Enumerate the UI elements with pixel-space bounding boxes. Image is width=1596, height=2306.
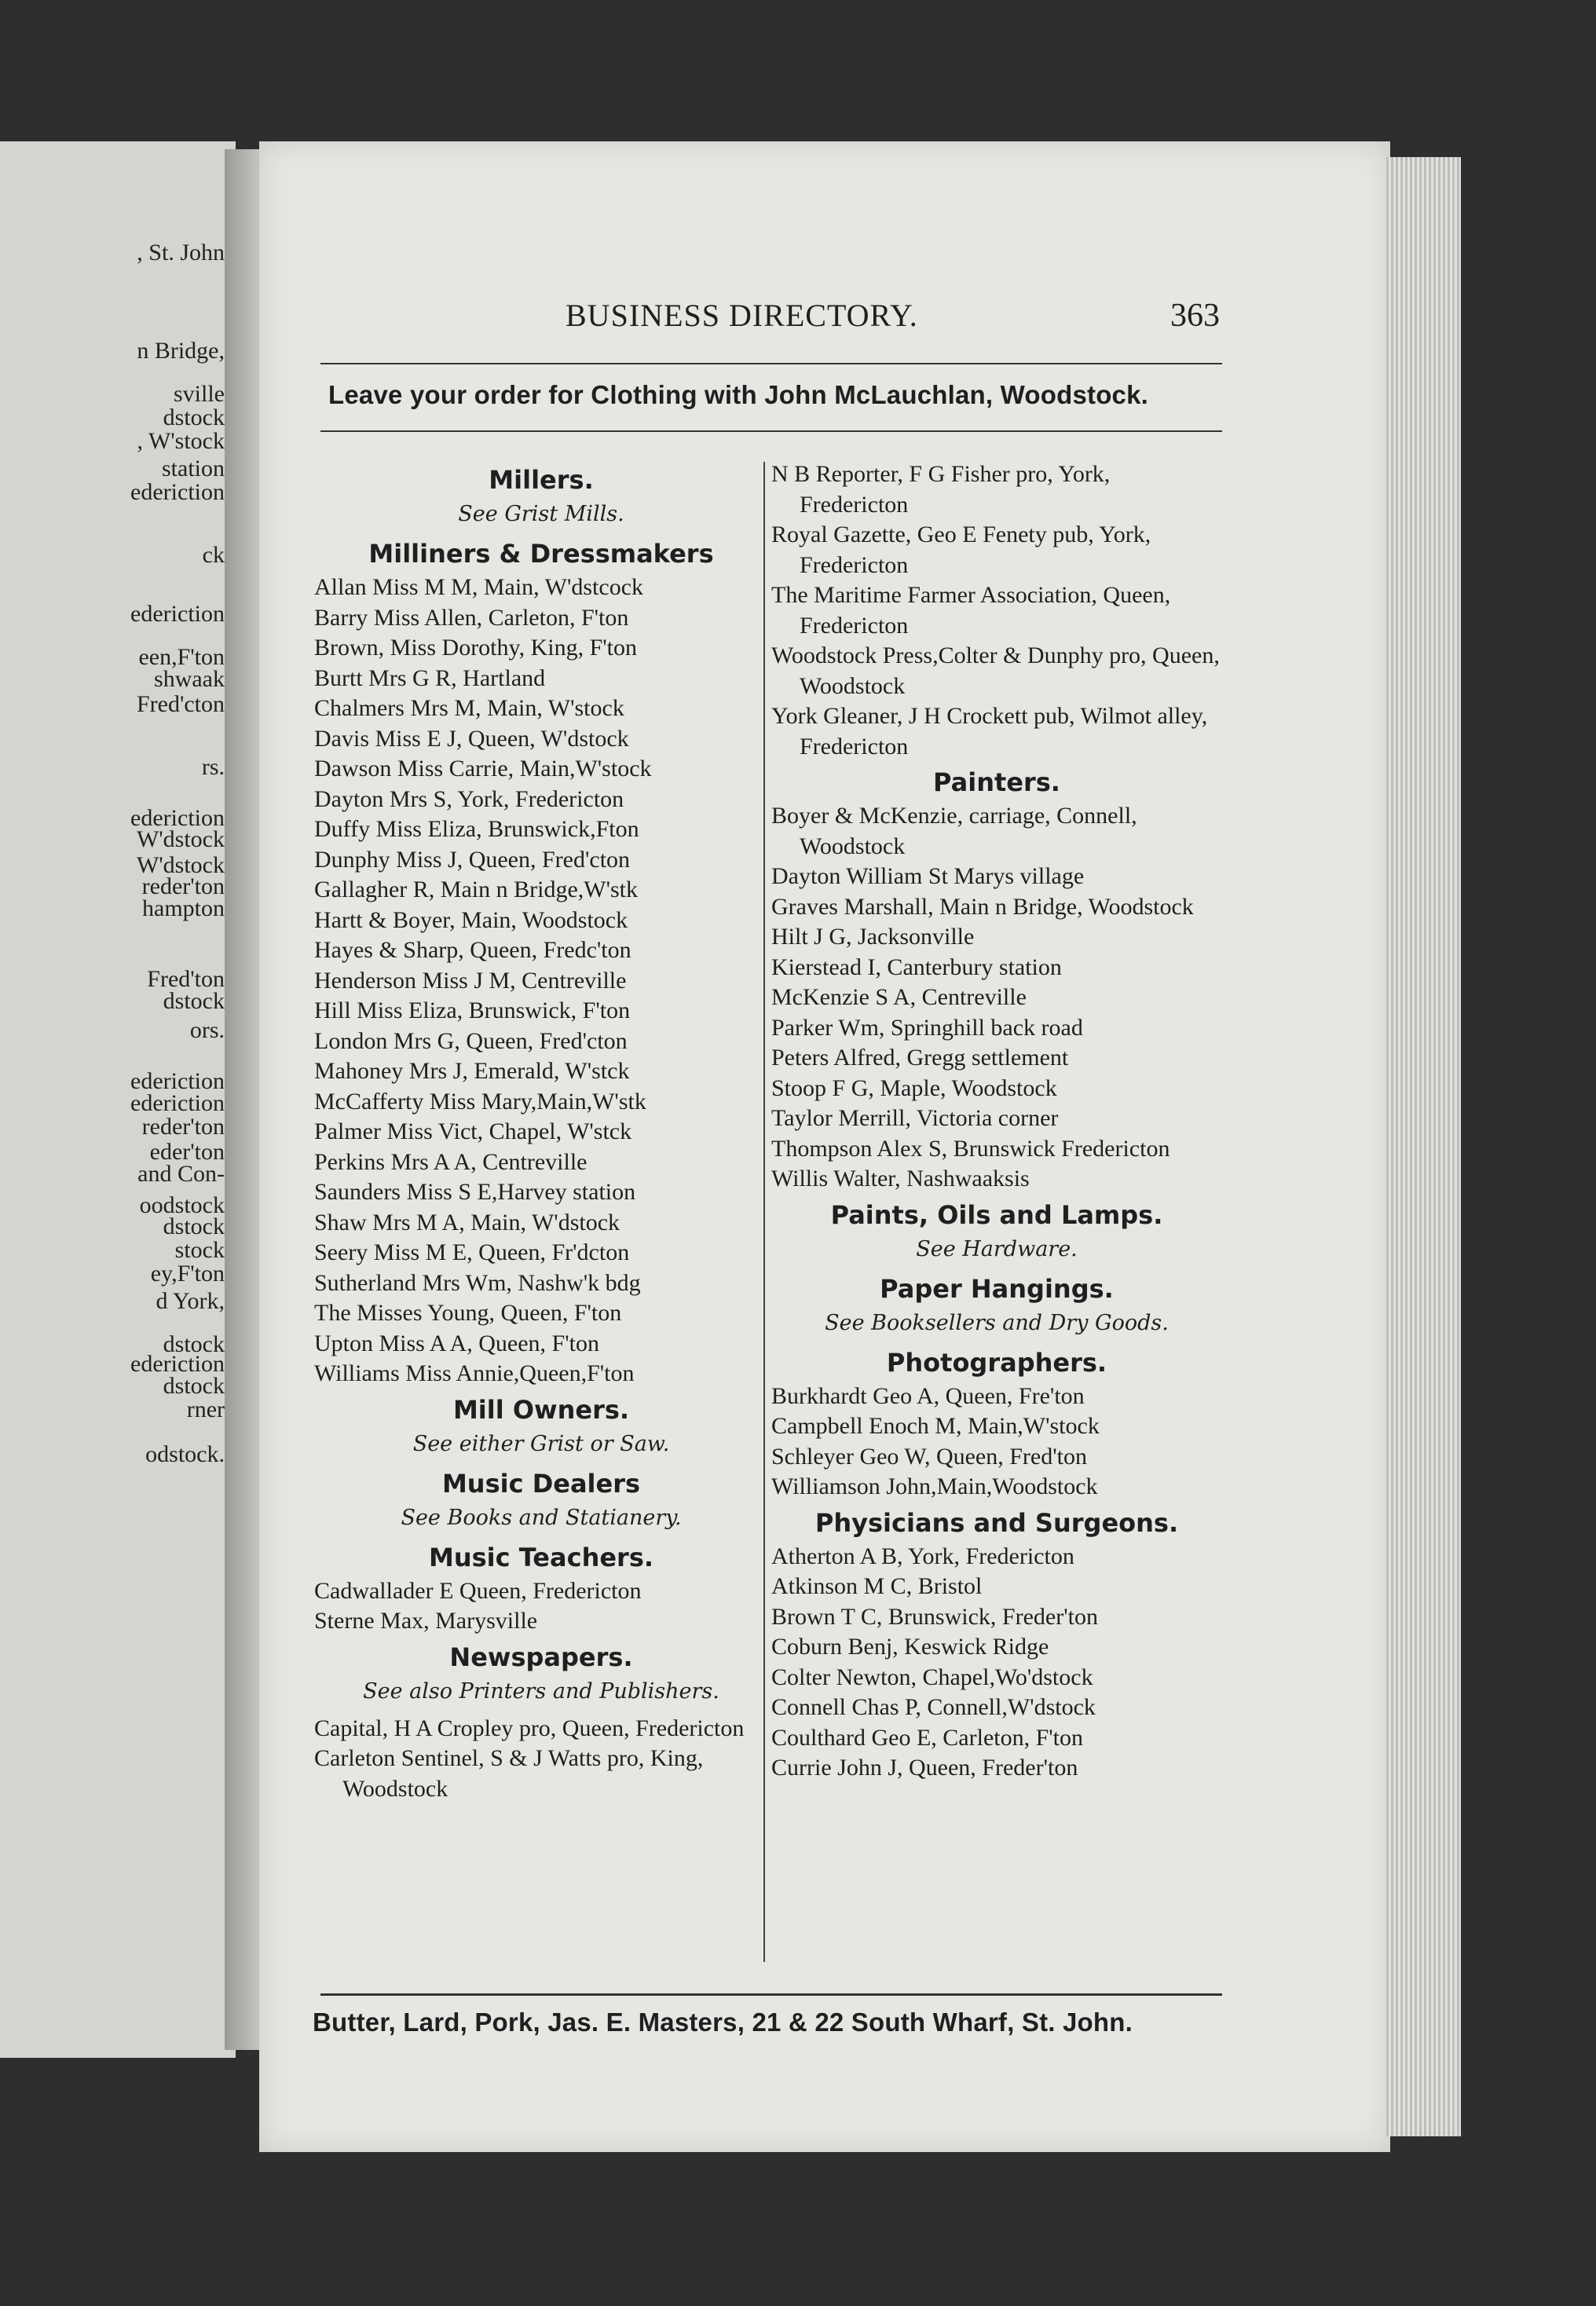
directory-entry: Duffy Miss Eliza, Brunswick,Fton [314,816,639,842]
directory-section [771,1345,1222,1503]
page-edges [1386,157,1461,2136]
directory-entry: Henderson Miss J M, Centreville [314,967,627,994]
facing-page-text: dstock [163,1213,225,1239]
directory-entry: Woodstock Press,Colter & Dunphy pro, Queen, Woodstock [771,642,1220,699]
directory-entry: Boyer & McKenzie, carriage, Connell, Woodstock [771,803,1137,859]
directory-entry: London Mrs G, Queen, Fred'cton [314,1027,628,1054]
directory-entry: Atkinson M C, Bristol [771,1573,983,1599]
directory-entry: Perkins Mrs A A, Centreville [314,1148,588,1175]
directory-entry: Seery Miss M E, Queen, Fr'dcton [314,1239,630,1265]
section-heading: Paints, Oils and Lamps. [830,1199,1163,1230]
directory-section [314,1393,768,1460]
directory-entry: Currie John J, Queen, Freder'ton [771,1755,1078,1781]
facing-page-text: Fred'cton [136,691,225,717]
facing-page-text: dstock [163,404,225,430]
directory-section [771,1198,1222,1265]
directory-section [771,459,1222,762]
facing-page-text: eder'ton [149,1139,225,1165]
facing-page-text: ederiction [130,1068,225,1094]
top-advertisement: Leave your order for Clothing with John McLauchlan, Woodstock. [328,380,1149,409]
cross-reference-note: See either Grist or Saw. [412,1431,670,1456]
directory-entry: N B Reporter, F G Fisher pro, York, Fredericton [771,461,1111,518]
section-heading: Millers. [489,465,594,495]
directory-entry: Graves Marshall, Main n Bridge, Woodstock [771,893,1194,920]
facing-page-text: rs. [201,754,225,780]
directory-entry: Thompson Alex S, Brunswick Fredericton [771,1135,1170,1162]
facing-page-text: dstock [163,988,225,1014]
directory-entry: Williamson John,Main,Woodstock [771,1473,1098,1499]
section-heading: Mill Owners. [452,1394,630,1425]
directory-entry: Connell Chas P, Connell,W'dstock [771,1694,1096,1720]
directory-entry: Royal Gazette, Geo E Fenety pub, York, Fredericton [771,522,1151,578]
directory-entry: Schleyer Geo W, Queen, Fred'ton [771,1443,1087,1470]
facing-page-text: sville [174,381,225,407]
directory-entry: Burtt Mrs G R, Hartland [314,664,546,691]
book-gutter [225,149,264,2050]
directory-entry: Cadwallader E Queen, Fredericton [314,1577,642,1604]
facing-page-text: W'dstock [136,852,225,878]
directory-entry: Willis Walter, Nashwaaksis [771,1166,1030,1191]
directory-section [771,765,1222,1195]
facing-page-text: and Con- [137,1161,225,1187]
cross-reference-note: See also Printers and Publishers. [363,1678,719,1704]
directory-entry: Gallagher R, Main n Bridge,W'stk [314,877,638,902]
directory-entry: Atherton A B, York, Fredericton [771,1543,1074,1569]
facing-page-text: ederiction [130,601,225,627]
directory-entry: Coulthard Geo E, Carleton, F'ton [771,1724,1084,1751]
right-column [771,459,1222,1784]
directory-section [314,1466,768,1534]
facing-page-text: dstock [163,1373,225,1399]
directory-section [314,463,768,530]
directory-entry: Sutherland Mrs Wm, Nashw'k bdg [314,1269,641,1296]
directory-entry: The Misses Young, Queen, F'ton [314,1300,622,1326]
facing-page-text: hampton [142,895,225,921]
directory-entry: Capital, H A Cropley pro, Queen, Fredericton [314,1715,745,1741]
facing-page-text: oodstock [139,1192,225,1218]
bottom-advertisement: Butter, Lard, Pork, Jas. E. Masters, 21 & 22 South Wharf, St. John. [313,2008,1133,2037]
directory-entry: Palmer Miss Vict, Chapel, W'stck [314,1118,632,1144]
directory-entry: Peters Alfred, Gregg settlement [771,1045,1069,1071]
directory-entry: Campbell Enoch M, Main,W'stock [771,1413,1100,1439]
directory-entry: Hartt & Boyer, Main, Woodstock [314,906,628,933]
cross-reference-note: See Books and Statianery. [401,1505,682,1530]
section-heading: Music Dealers [441,1468,641,1499]
directory-entry: Carleton Sentinel, S & J Watts pro, King, Woodstock [314,1745,704,1802]
section-heading: Music Teachers. [428,1542,654,1572]
facing-page-text: reder'ton [141,873,225,899]
directory-entry: Shaw Mrs M A, Main, W'dstock [314,1209,620,1235]
facing-page-text: ck [202,542,225,568]
directory-entry: Davis Miss E J, Queen, W'dstock [314,725,629,752]
facing-page-text: d York, [156,1288,225,1314]
page-number: 363 [1170,298,1220,334]
directory-entry: Mahoney Mrs J, Emerald, W'stck [314,1058,630,1084]
section-heading: Photographers. [886,1347,1107,1378]
facing-page-text: W'dstock [136,826,225,852]
facing-page-text: odstock. [145,1441,225,1467]
directory-entry: Upton Miss A A, Queen, F'ton [314,1330,599,1356]
footer-rule [320,1993,1222,1996]
directory-section [314,536,768,1389]
directory-entry: Allan Miss M M, Main, W'dstcock [314,574,644,600]
facing-page-text: n Bridge, [137,338,225,364]
directory-entry: Kierstead I, Canterbury station [771,954,1062,980]
running-head: BUSINESS DIRECTORY. [566,298,918,333]
directory-entry: Parker Wm, Springhill back road [771,1014,1083,1041]
directory-entry: Colter Newton, Chapel,Wo'dstock [771,1664,1093,1690]
section-heading: Newspapers. [449,1642,633,1672]
section-heading: Physicians and Surgeons. [814,1507,1179,1538]
directory-entry: Dayton William St Marys village [771,863,1085,889]
directory-section [771,1272,1222,1339]
facing-page-text: Fred'ton [147,966,225,992]
directory-entry: Hayes & Sharp, Queen, Fredc'ton [314,937,631,963]
facing-page-text: ey,F'ton [150,1261,225,1287]
directory-section [771,1506,1222,1784]
facing-page-text: ederiction [130,1351,225,1377]
facing-page-text: stock [174,1237,225,1263]
ad-rule [320,430,1222,432]
directory-entry: Chalmers Mrs M, Main, W'stock [314,695,624,721]
section-heading: Painters. [933,767,1060,797]
directory-entry: Dunphy Miss J, Queen, Fred'cton [314,846,631,873]
directory-entry: Saunders Miss S E,Harvey station [314,1179,636,1205]
facing-page-text: een,F'ton [138,644,225,670]
left-column [314,459,768,1804]
directory-entry: Taylor Merrill, Victoria corner [771,1105,1059,1131]
facing-page-text: , St. John [137,240,225,265]
directory-entry: Dayton Mrs S, York, Fredericton [314,785,624,812]
directory-entry: Burkhardt Geo A, Queen, Fre'ton [771,1382,1085,1409]
directory-entry: Hilt J G, Jacksonville [771,924,975,950]
directory-entry: McKenzie S A, Centreville [771,984,1027,1010]
facing-page-text: rner [186,1396,225,1422]
facing-page-text: , W'stock [137,428,225,454]
facing-page-text: ors. [189,1017,225,1043]
facing-page-text: dstock [163,1331,225,1357]
directory-entry: Sterne Max, Marysville [314,1608,538,1634]
section-heading: Paper Hangings. [880,1273,1114,1304]
directory-entry: Hill Miss Eliza, Brunswick, F'ton [314,997,631,1023]
directory-entry: York Gleaner, J H Crockett pub, Wilmot alley, Fredericton [771,703,1208,760]
facing-page-text: ederiction [130,1090,225,1116]
cross-reference-note: See Booksellers and Dry Goods. [825,1310,1169,1335]
facing-page-text: ederiction [130,479,225,505]
facing-page-text: reder'ton [141,1114,225,1140]
section-heading: Milliners & Dressmakers [368,539,714,569]
cross-reference-note: See Hardware. [916,1236,1078,1261]
directory-entry: Williams Miss Annie,Queen,F'ton [314,1360,635,1386]
facing-page-text: station [162,456,225,481]
cross-reference-note: See Grist Mills. [458,502,624,526]
directory-entry: The Maritime Farmer Association, Queen, Fredericton [771,582,1171,639]
directory-entry: Barry Miss Allen, Carleton, F'ton [314,604,629,631]
directory-entry: Stoop F G, Maple, Woodstock [771,1074,1057,1101]
directory-section [314,1540,768,1637]
directory-entry: Brown, Miss Dorothy, King, F'ton [314,635,637,661]
directory-section [314,1640,768,1805]
directory-entry: McCafferty Miss Mary,Main,W'stk [314,1088,646,1115]
directory-entry: Coburn Benj, Keswick Ridge [771,1634,1049,1660]
facing-page-text: shwaak [154,666,225,692]
facing-page-fragment [0,141,236,2058]
facing-page-text: ederiction [130,805,225,831]
directory-entry: Dawson Miss Carrie, Main,W'stock [314,756,652,781]
directory-entry: Brown T C, Brunswick, Freder'ton [771,1603,1098,1630]
header-rule [320,363,1222,364]
